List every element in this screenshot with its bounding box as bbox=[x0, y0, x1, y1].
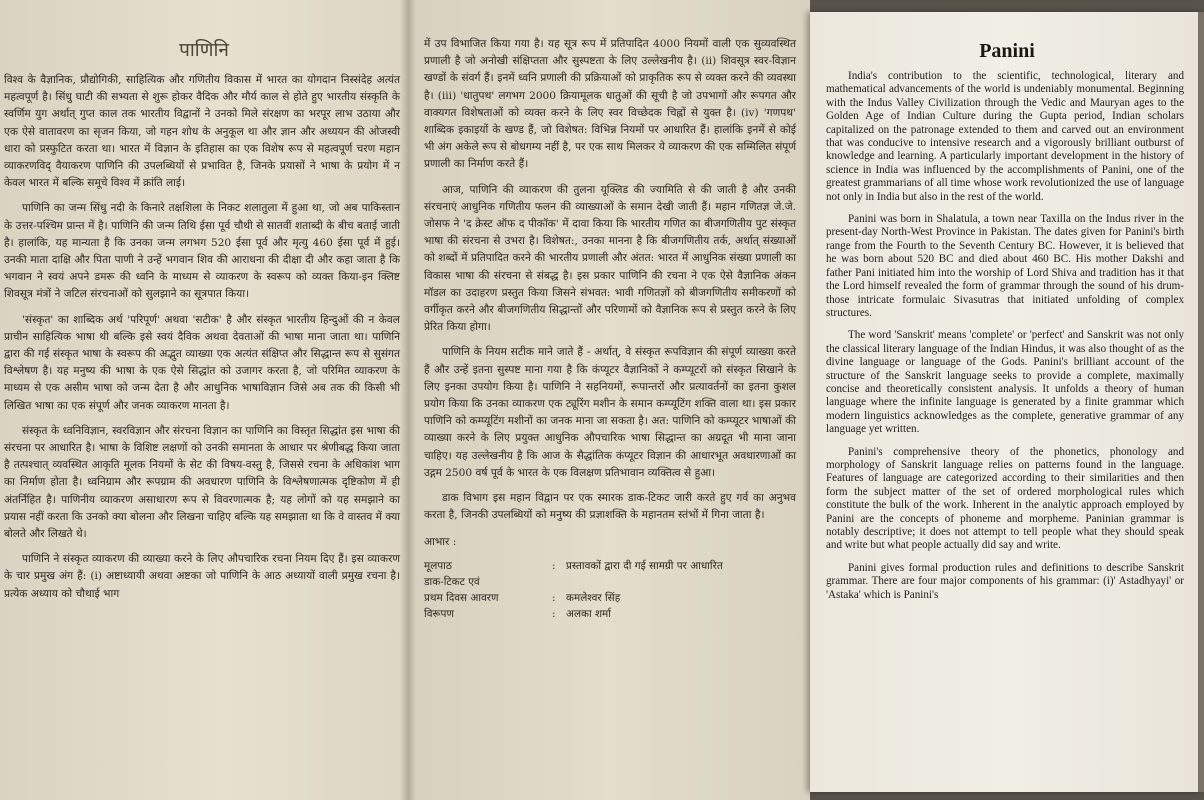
page-edge bbox=[1198, 12, 1204, 792]
hindi-paragraph: पाणिनि का जन्म सिंधु नदी के किनारे तक्षशिला के निकट शलातुला में हुआ था, जो अब पाकिस्तान के उत्तर-पश्चिम प्रान्त में है। पाणिनि की जन्म तिथि ईसा पूर्व चौथी से सातवीं शताब्दी के बीच बताई जाती है। हालांकि, यह मान्यता है कि उनका जन्म लगभग 520 ईसा पूर्व और मृत्यु 460 ईसा पूर्व में हुई। उनकी माता दाक्षि और पिता पाणी ने उन्हें भगवान शिव की आराधना की दीक्षा दी और कहा जाता है कि भगवान ने स्वयं अपने डमरू की ध्वनि के माध्यम से व्याकरण के स्वरूप को व्यक्त किया-इन क्लिष्ट शिवसूत्र मंत्रों ने जटिल संरचनाओं को सुलझाने का सूत्रपात किया। bbox=[4, 202, 400, 301]
acknowledgement-row bbox=[424, 606, 796, 622]
ack-value bbox=[566, 574, 796, 590]
hindi-left-body bbox=[4, 72, 400, 611]
page-fold-shadow bbox=[400, 0, 408, 800]
hindi-title: पाणिनि bbox=[179, 39, 229, 61]
ack-key: प्रथम दिवस आवरण bbox=[424, 591, 499, 604]
hindi-paragraph: संस्कृत के ध्वनिविज्ञान, स्वरविज्ञान और संरचना विज्ञान का पाणिनि का विस्तृत सिद्धांत इस भाषा की संरचना पर आधारित है। भाषा के विशिष्ट लक्षणों को उनकी समानता के आधार पर श्रेणीबद्ध किया जाता है तत्पश्चात् व्यवस्थित आकृति मूलक नियमों के सेट की विषय-वस्तु है, जिससे रचना के अधिकांश भाग का निर्माण होता है। ध्वनिग्राम और रूपग्राम की अवधारण पाणिनि के विश्लेषणात्मक दृष्टिकोण में ही अंतर्निहित है। पाणिनीय व्याकरण असाधारण रूप से विवरणात्मक है; यह लोगों को यह समझाने का प्रयास नहीं करता कि उनको क्या बोलना और लिखना चाहिए बल्कि यह समझाता था कि वे वास्तव में क्या बोलते और लिखते थे। bbox=[4, 424, 400, 541]
english-paragraph: The word 'Sanskrit' means 'complete' or 'perfect' and Sanskrit was not only the classical literary language of the Indian Hindus, it was also thought of as the divine language or language of the Gods. Panini's brilliant account of the structure of the Sanskrit language seeks to provide a complete, maximally concise and theoretically consistent analysis. It unfolds a theory of human language where the infinite language is generated by a finite grammar which modern linguistics acknowledges as the complete, generative grammar of any language yet written. bbox=[826, 329, 1184, 436]
acknowledgement-row bbox=[424, 574, 796, 590]
acknowledgement-list bbox=[424, 558, 796, 622]
acknowledgement-row bbox=[424, 590, 796, 606]
acknowledgement-heading: आभार : bbox=[424, 536, 457, 549]
ack-value: अलका शर्मा bbox=[566, 607, 611, 620]
hindi-middle-body bbox=[424, 36, 796, 622]
hindi-middle-panel bbox=[408, 0, 810, 800]
english-body bbox=[826, 70, 1184, 611]
english-paragraph: Panini was born in Shalatula, a town near Taxilla on the Indus river in the present-day North-West Province in Pakistan. The dates given for Panini's birth range from the Fourth to the Seventh Century BC. However, it is believed that he was born about 520 BC and died about 460 BC. His mother Dakshi and father Pani initiated him into the worship of Lord Shiva and tradition has it that the Lord himself revealed the form of grammar through the sound of his drum-those intricate formulaic Sivasutras that initiated unfolding of complex structures. bbox=[826, 213, 1184, 319]
english-paragraph: Panini's comprehensive theory of the phonetics, phonology and morphology of Sanskrit language relies on patterns found in the language. Features of language are categorized according to their similarities and then form the subject matter of the set of ordered morphological rules which constitute the bulk of the work. Inherent in the analytic approach employed by Panini are the concepts of phoneme and morpheme. Paninian grammar is notably descriptive; it does not attempt to tell people what they should speak and write but what people actually did say and write. bbox=[826, 445, 1184, 552]
ack-value: प्रस्तावकों द्वारा दी गई सामग्री पर आधारित bbox=[566, 559, 723, 572]
hindi-paragraph: पाणिनि के नियम सटीक माने जाते हैं - अर्थात्, वे संस्कृत रूपविज्ञान की संपूर्ण व्याख्या करते हैं और उन्हें इतना सुस्पष्ट माना गया है कि कंप्यूटर वैज्ञानिकों ने कम्प्यूटरों को संस्कृत सिखाने के लिए इनका उपयोग किया है। पाणिनि ने सहनियमों, रूपान्तरों और प्रत्यावर्तनों का इतना कुशल प्रयोग किया कि उनका व्याकरण एक ट्यूरिंग मशीन के समान कम्प्यूटिंग शक्ति वाला था। इस प्रकार पाणिनि को कम्प्यूटिंग मशीनों का जनक माना जा सकता है। अत: पाणिनि को कम्प्यूटर भाषाओं की व्याख्या करने के लिए प्रयुक्त आधुनिक औपचारिक भाषा सिद्धान्त का अग्रदूत भी माना जाना चाहिए। यह उल्लेखनीय है कि आज के सैद्धांतिक कंप्यूटर विज्ञान की आधारभूत अवधारणाओं का उद्गम 2500 वर्ष पूर्व के भारत के एक विलक्षण प्रतिभावान व्यक्तित्व से हुआ। bbox=[424, 346, 796, 479]
ack-value: कमलेश्वर सिंह bbox=[566, 591, 621, 604]
english-panel bbox=[810, 12, 1204, 792]
ack-colon bbox=[552, 574, 566, 590]
hindi-paragraph: आज, पाणिनि की व्याकरण की तुलना यूक्लिड की ज्यामिति से की जाती है और उनकी संरचनाएं आधुनिक गणितीय फलन की व्याख्याओं के समान देखी जाती हैं। महान गणितज्ञ जे.जे. जोसफ ने 'द क्रेस्ट ऑफ द पीकॉक' में दावा किया कि भारतीय गणित का बीजगणितीय पुट संस्कृत भाषा की संरचना से उभरा है। विशेषत:, उनका मानना है कि बीजगणितीय तर्क, अर्थात् संख्याओं को शब्दों में प्रतिपादित करने की भारतीय प्रणाली और अंतत: भारत में आधुनिक संख्या प्रणाली का विकास भाषा की संरचना से संबद्ध है। इस प्रकार पाणिनि की रचना ने एक ऐसे वैज्ञानिक अंकन मॉडल का उदाहरण प्रस्तुत किया जिसने संभवत: भावी गणितज्ञों को बीजगणितीय समीकरणों को वर्गीकृत करने और बीजगणितीय सिद्धान्तों और परिणामों को वैज्ञानिक रूप से प्रस्तुत करने के लिए प्रेरित किया होगा। bbox=[424, 183, 796, 334]
ack-colon: : bbox=[552, 607, 556, 620]
english-paragraph: India's contribution to the scientific, technological, literary and mathematical advancements of the world is undeniably monumental. Beginning with the Indus Valley Civilization through the Vedic and Mauryan ages to the Golden Age of Indian Culture during the Gupta period, Indian scholars capitalized on the patronage extended to them and carved out an environment that was conducive to intensive research and a vigorously brilliant outburst of knowledge and learning. A particularly important development in the history of science in India was influenced by the accomplishments of Panini, one of the greatest grammarians of all time whose work revolutionized the use of language not only in India but also in the rest of the world. bbox=[826, 70, 1184, 203]
hindi-paragraph: विश्व के वैज्ञानिक, प्रौद्योगिकी, साहित्यिक और गणितीय विकास में भारत का योगदान निस्संदेह अत्यंत महत्वपूर्ण है। सिंधु घाटी की सभ्यता से शुरू होकर वैदिक और मौर्य काल से होते हुए भारतीय संस्कृति के स्वर्णिम युग अर्थात् गुप्त काल तक भारतीय विद्वानों ने उनको मिले संरक्षण का भरपूर लाभ उठाया और एक ऐसे वातावरण का सृजन किया, जो गहन शोध के अनुकूल था और ज्ञान और अध्ययन की ओजस्वी धारा को प्रस्फुटित करता था। भारत में विज्ञान के इतिहास का एक विशेष रूप से महत्वपूर्ण चरण महान व्याकरणविद् वैयाकरण पाणिनि की उपलब्धियों से प्रभावित है, जिनके प्रयासों ने भाषा के प्रयोग में न केवल भारत में बल्कि समूचे विश्व में क्रांति लाई। bbox=[4, 74, 400, 190]
hindi-paragraph: 'संस्कृत' का शाब्दिक अर्थ 'परिपूर्ण' अथवा 'सटीक' है और संस्कृत भारतीय हिन्दुओं की न केवल प्राचीन साहित्यिक भाषा थी बल्कि इसे स्वयं दैविक अथवा देवताओं की भाषा माना जाता था। पाणिनि द्वारा की गई संस्कृत भाषा के स्वरूप की अद्भुत व्याख्या एक अत्यंत संक्षिप्त और सिद्धान्त रूप से सुसंगत विश्लेषण है। यह मनुष्य की भाषा के एक ऐसे सिद्धांत को उजागर करता है, जो परिमित व्याकरण के माध्यम से एक असीम भाषा को जन्म देता है और आधुनिक भाषाविज्ञान जिसे अब तक की किसी भी लिखित भाषा का एक संपूर्ण और जनक व्याकरण मानता है। bbox=[4, 313, 400, 412]
ack-colon: : bbox=[552, 591, 556, 604]
english-title: Panini bbox=[979, 40, 1035, 62]
hindi-paragraph: पाणिनि ने संस्कृत व्याकरण की व्याख्या करने के लिए औपचारिक रचना नियम दिए हैं। इस व्याकरण के चार प्रमुख अंग हैं: (i) अष्टाध्यायी अथवा अष्टका जो पाणिनि के आठ अध्यायों वाली प्रमुख रचना है। प्रत्येक अध्याय को चौथाई भाग bbox=[4, 553, 400, 600]
hindi-left-panel bbox=[0, 0, 408, 800]
ack-key: विरूपण bbox=[424, 607, 454, 620]
english-paragraph: Panini gives formal production rules and definitions to describe Sanskrit grammar. There are four major components of his grammar: (i)' Astadhyayi' or 'Astaka' which is Panini's bbox=[826, 561, 1184, 601]
acknowledgement-row bbox=[424, 558, 796, 574]
ack-colon: : bbox=[552, 559, 556, 572]
ack-key: डाक-टिकट एवं bbox=[424, 575, 480, 588]
hindi-paragraph: डाक विभाग इस महान विद्वान पर एक स्मारक डाक-टिकट जारी करते हुए गर्व का अनुभव करता है, जिनकी उपलब्धियों को मनुष्य की प्रज्ञाशक्ति के महानतम स्तंभों में गिना जाता है। bbox=[424, 492, 796, 522]
ack-key: मूलपाठ bbox=[424, 559, 452, 572]
hindi-paragraph: में उप विभाजित किया गया है। यह सूत्र रूप में प्रतिपादित 4000 नियमों वाली एक सुव्यवस्थित प्रणाली है जो अनोखी संक्षिप्तता और सुस्पष्टता के लिए उल्लेखनीय है। (ii) शिवसूत्र स्वर-विज्ञान खण्डों के संवर्ग हैं। इनमें ध्वनि प्रणाली की प्रक्रियाओं को प्राकृतिक रूप से व्यक्त करने की व्यवस्था है। (iii) 'धातुपथ' लगभग 2000 क्रियामूलक धातुओं की सूची है जो उपभागों और रूपगत और वाक्यगत विशेषताओं को व्यक्त करने के लिए स्वर विच्छेदक चिह्नों से युक्त है। (iv) 'गणपथ' शाब्दिक इकाइयों के खण्ड हैं, जो विशेषत: विभिन्न नियमों पर आधारित हैं। हालांकि इनमें से कोई भी अंग अकेले रूप से बोधगम्य नहीं है, पर एक साथ मिलकर ये व्याकरण की एक सम्मिलित संपूर्ण प्रणाली का निर्माण करते हैं। bbox=[424, 38, 796, 171]
page-fold-shadow bbox=[408, 0, 416, 800]
